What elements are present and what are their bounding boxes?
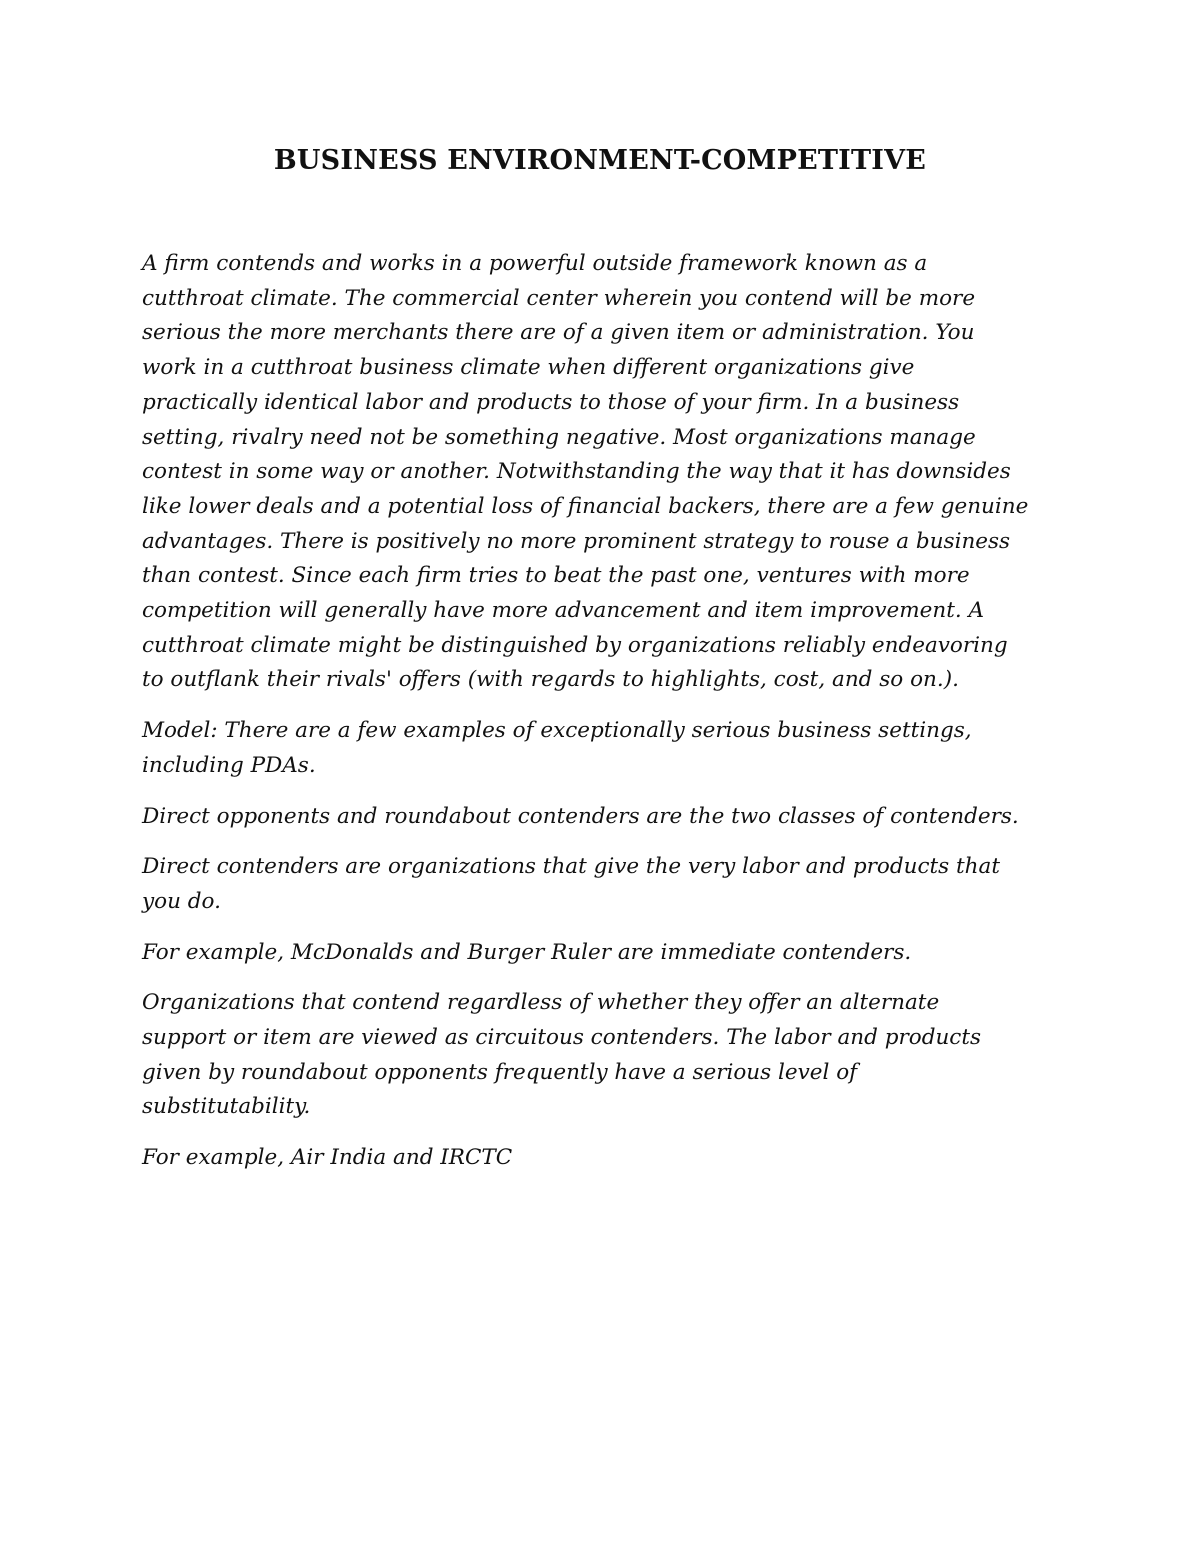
paragraph bbox=[142, 247, 1062, 698]
paragraph-line: Direct contenders are organizations that give the very labor and products that bbox=[142, 854, 1000, 880]
paragraph-line: like lower deals and a potential loss of financial backers, there are a few genuine bbox=[142, 493, 1029, 519]
paragraph-line: than contest. Since each firm tries to beat the past one, ventures with more bbox=[142, 563, 970, 589]
paragraph-line: cutthroat climate. The commercial center wherein you contend will be more bbox=[142, 285, 976, 311]
paragraph-line: to outflank their rivals' offers (with regards to highlights, cost, and so on.). bbox=[142, 667, 959, 693]
paragraph bbox=[142, 1141, 1062, 1176]
paragraph-line: For example, Air India and IRCTC bbox=[142, 1145, 513, 1171]
paragraph-line: support or item are viewed as circuitous contenders. The labor and products bbox=[142, 1025, 982, 1051]
document-body bbox=[142, 247, 1062, 1192]
paragraph-line: contest in some way or another. Notwithstanding the way that it has downsides bbox=[142, 459, 1011, 485]
paragraph-line: Organizations that contend regardless of whether they offer an alternate bbox=[142, 990, 940, 1016]
paragraph bbox=[142, 936, 1062, 971]
paragraph-line: practically identical labor and products to those of your firm. In a business bbox=[142, 389, 960, 415]
paragraph bbox=[142, 850, 1062, 919]
paragraph-line: given by roundabout opponents frequently have a serious level of bbox=[142, 1059, 858, 1085]
paragraph-line: serious the more merchants there are of a given item or administration. You bbox=[142, 320, 975, 346]
paragraph-line: Direct opponents and roundabout contenders are the two classes of contenders. bbox=[142, 803, 1019, 829]
paragraph-line: including PDAs. bbox=[142, 752, 316, 778]
paragraph-line: Model: There are a few examples of exceptionally serious business settings, bbox=[142, 718, 972, 744]
paragraph-line: you do. bbox=[142, 888, 221, 914]
paragraph-line: substitutability. bbox=[142, 1094, 311, 1120]
paragraph-line: cutthroat climate might be distinguished by organizations reliably endeavoring bbox=[142, 632, 1008, 658]
paragraph-line: setting, rivalry need not be something negative. Most organizations manage bbox=[142, 424, 976, 450]
paragraph-line: competition will generally have more advancement and item improvement. A bbox=[142, 598, 985, 624]
paragraph-line: advantages. There is positively no more prominent strategy to rouse a business bbox=[142, 528, 1011, 554]
paragraph bbox=[142, 986, 1062, 1125]
paragraph-line: For example, McDonalds and Burger Ruler are immediate contenders. bbox=[142, 939, 912, 965]
paragraph-line: work in a cutthroat business climate when different organizations give bbox=[142, 355, 915, 381]
document-title: BUSINESS ENVIRONMENT-COMPETITIVE bbox=[273, 145, 927, 176]
paragraph bbox=[142, 714, 1062, 783]
paragraph-line: A firm contends and works in a powerful outside framework known as a bbox=[142, 251, 928, 276]
paragraph bbox=[142, 800, 1062, 835]
